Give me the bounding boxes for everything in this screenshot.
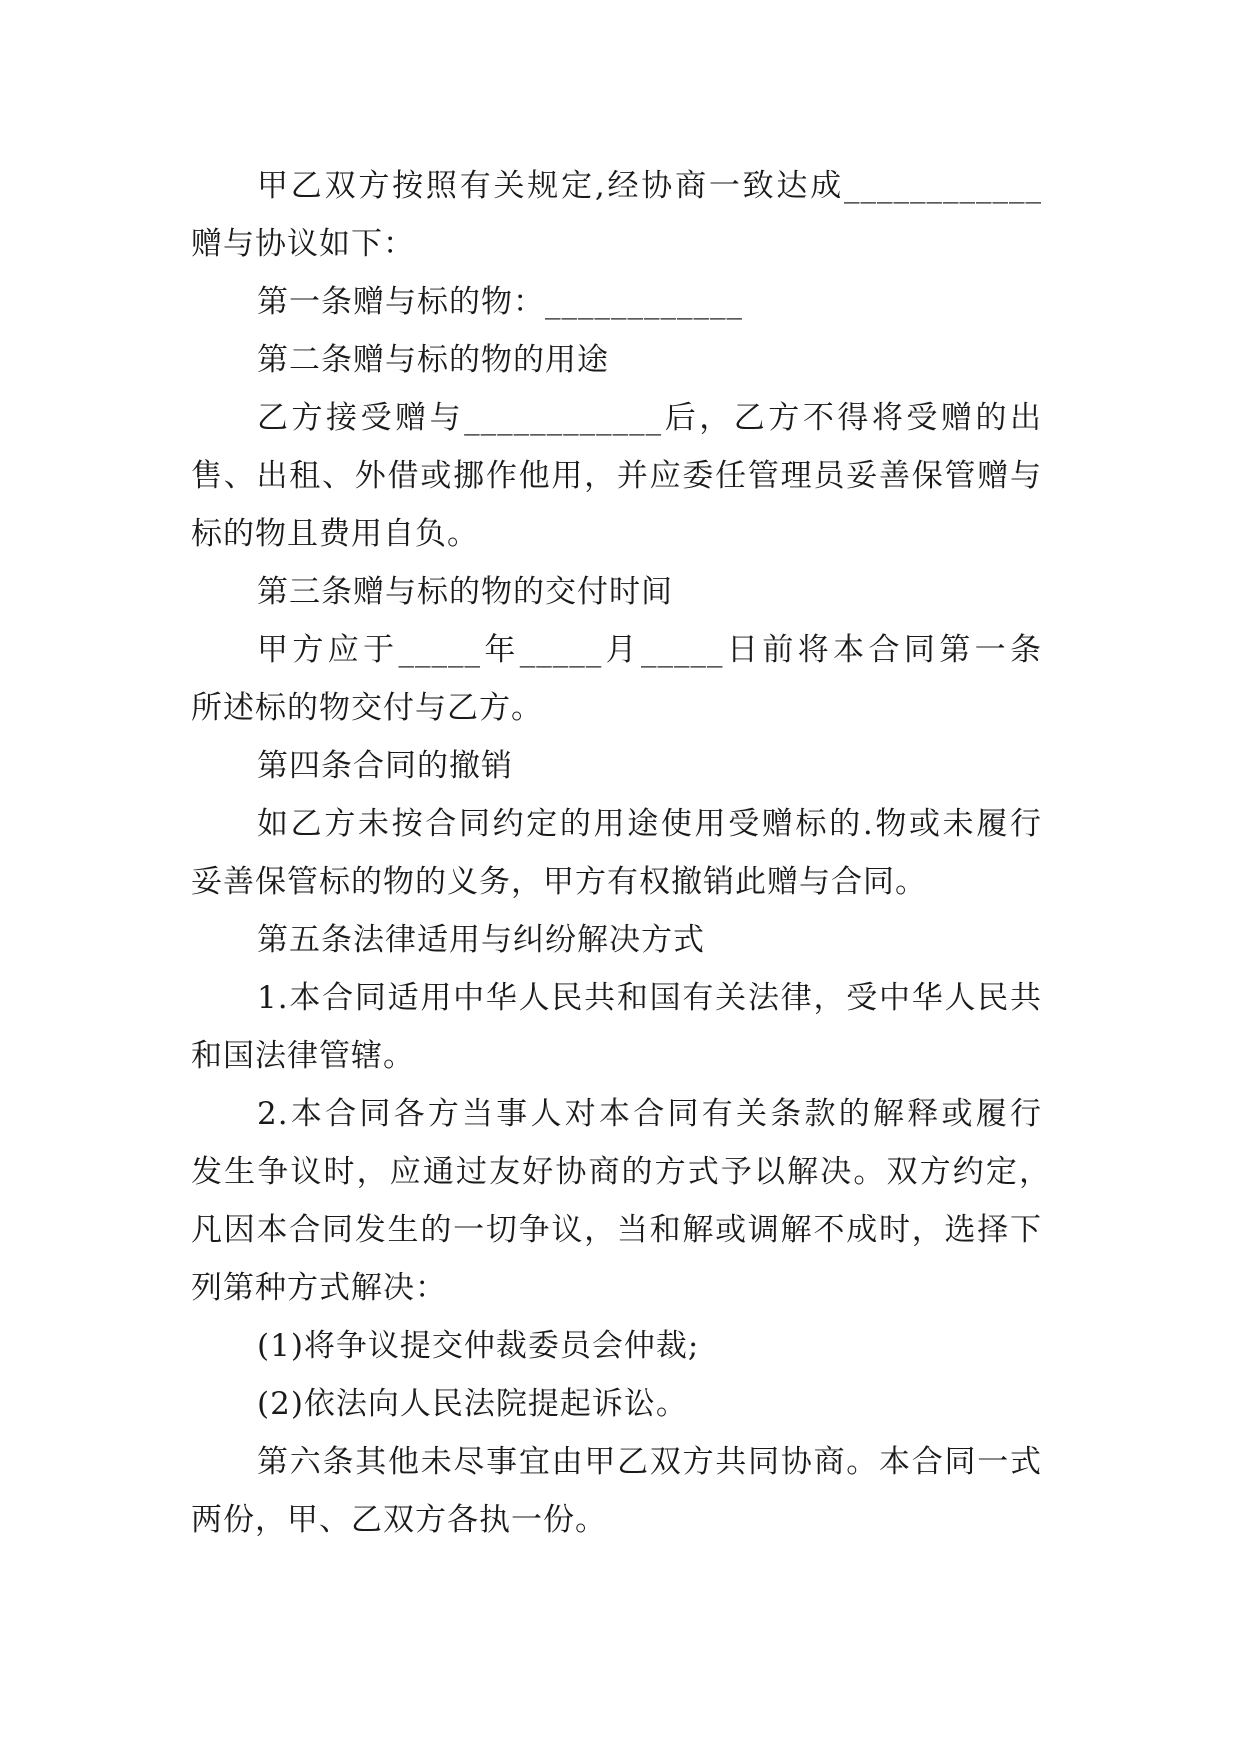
paragraph-line: 甲方应于_____年_____月_____日前将本合同第一条 (257, 632, 1042, 668)
paragraph-line: 两份，甲、乙双方各执一份。 (191, 1502, 607, 1538)
option-item: (1)将争议提交仲裁委员会仲裁; (257, 1328, 700, 1364)
article-2-heading: 第二条赠与标的物的用途 (257, 342, 609, 378)
paragraph-line: 和国法律管辖。 (191, 1038, 415, 1074)
paragraph-line: 乙方接受赠与____________后，乙方不得将受赠的出 (257, 400, 1042, 436)
paragraph-line: 赠与协议如下： (191, 226, 415, 262)
paragraph-line: 凡因本合同发生的一切争议，当和解或调解不成时，选择下 (191, 1212, 1042, 1248)
paragraph-line: 标的物且费用自负。 (191, 516, 479, 552)
article-6-paragraph: 第六条其他未尽事宜由甲乙双方共同协商。本合同一式 (257, 1444, 1042, 1480)
paragraph-line: 如乙方未按合同约定的用途使用受赠标的.物或未履行 (257, 806, 1042, 842)
paragraph-line: 1.本合同适用中华人民共和国有关法律，受中华人民共 (257, 980, 1042, 1016)
article-5-heading: 第五条法律适用与纠纷解决方式 (257, 922, 705, 958)
paragraph-line: 甲乙双方按照有关规定,经协商一致达成____________ (257, 168, 1042, 204)
article-1-heading: 第一条赠与标的物：____________ (257, 284, 743, 320)
paragraph-line: 发生争议时，应通过友好协商的方式予以解决。双方约定， (191, 1154, 1051, 1190)
paragraph-line: 所述标的物交付与乙方。 (191, 690, 543, 726)
paragraph-line: 售、出租、外借或挪作他用，并应委任管理员妥善保管赠与 (191, 458, 1042, 494)
option-item: (2)依法向人民法院提起诉讼。 (257, 1386, 688, 1422)
paragraph-line: 列第种方式解决： (191, 1270, 447, 1306)
paragraph-line: 2.本合同各方当事人对本合同有关条款的解释或履行 (257, 1096, 1042, 1132)
article-3-heading: 第三条赠与标的物的交付时间 (257, 574, 673, 610)
paragraph-line: 妥善保管标的物的义务，甲方有权撤销此赠与合同。 (191, 864, 927, 900)
article-4-heading: 第四条合同的撤销 (257, 748, 513, 784)
